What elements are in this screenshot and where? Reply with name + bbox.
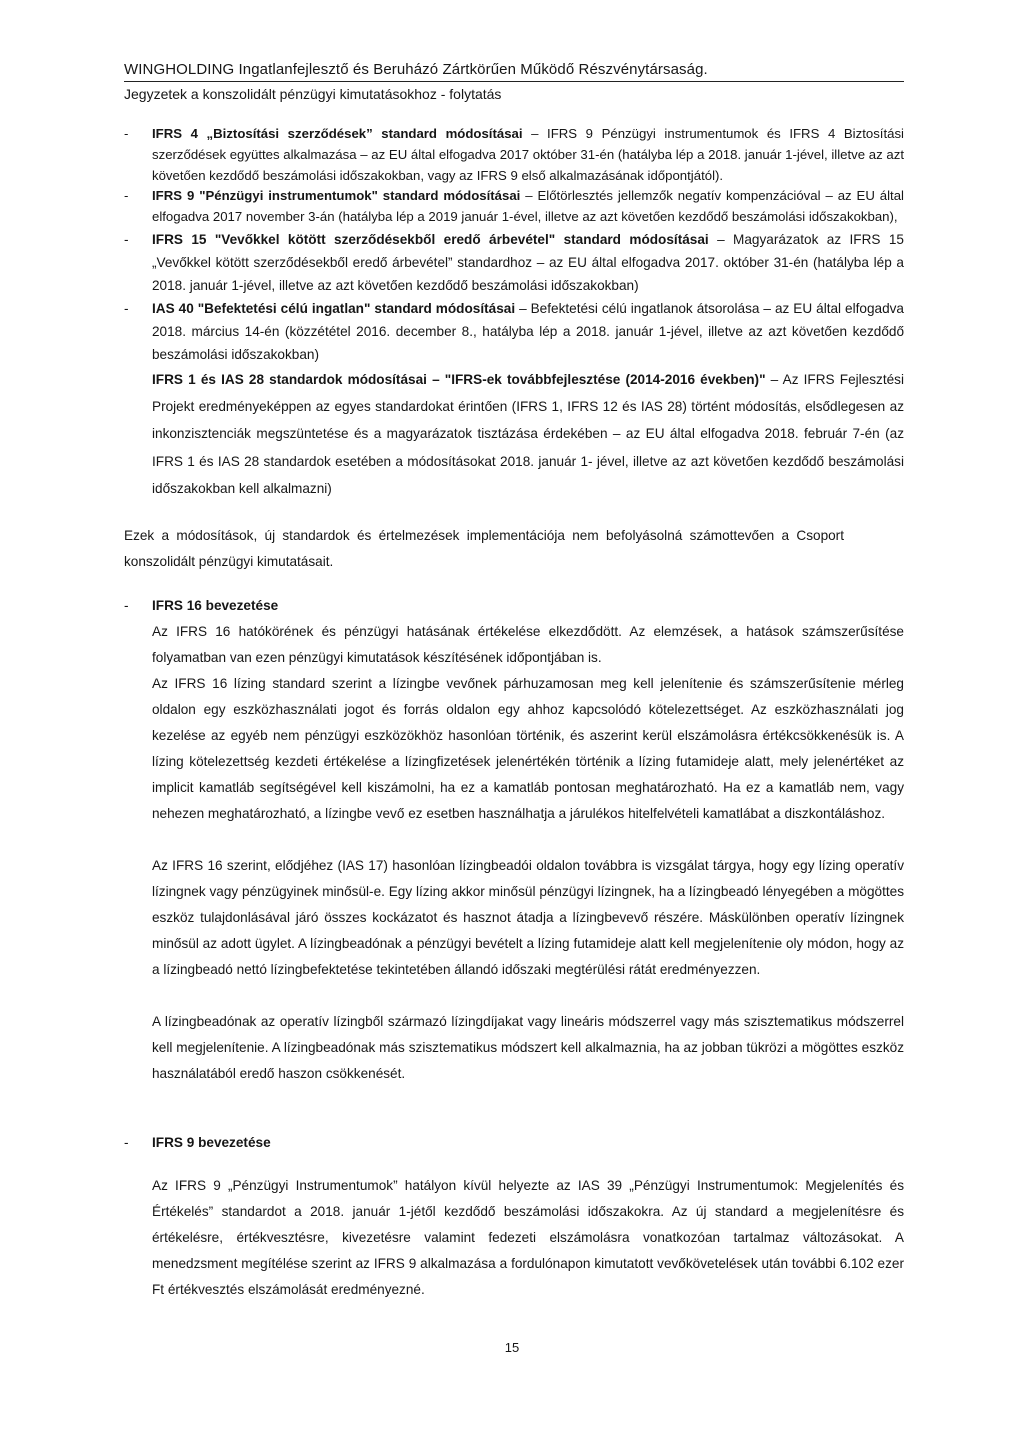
section-heading xyxy=(124,593,904,619)
item-heading: IFRS 4 „Biztosítási szerződések” standard módosításai xyxy=(152,126,523,141)
item-text: – IFRS 9 Pénzügyi instrumentumok és IFRS 4 Biztosítási szerződések együttes alkalmazása – az EU által elfogadva 2017 október 31-én (hatályba lép a 2018. január 1-jével, illetve az azt követően kezdődő beszámolási időszakokban, vagy az IFRS 9 első alkalmazásának időpontjától). xyxy=(152,126,904,183)
list-item xyxy=(124,228,904,297)
item-heading: IAS 40 "Befektetési célú ingatlan" standard módosításai xyxy=(152,300,516,316)
item-text: – Előtörlesztés jellemzők negatív kompenzációval – az EU által elfogadva 2017 november 3-án (hatályba lép a 2019 január 1-ével, illetve az azt követően kezdődő beszámolási időszakokban), xyxy=(152,188,904,225)
ifrs16-paragraph-3: Az IFRS 16 szerint, elődjéhez (IAS 17) hasonlóan lízingbeadói oldalon továbbra is vizsgálat tárgya, hogy egy lízing operatív lízingnek vagy pénzügyinek minősül-e. Egy lízing akkor minősül pénzügyi lízingnek, ha a lízingbeadó lényegében a mögöttes eszköz tulajdonlásával járó összes kockázatot és hasznot átadja a lízingbevevő részére. Máskülönben operatív lízingnek minősül az adott ügylet. A lízingbeadónak a pénzügyi bevételt a lízing futamideje alatt kell megjelenítenie oly módon, hogy az a lízingbeadó nettó lízingbefektetése tekintetében állandó időszaki megtérülési rátát eredményezzen. xyxy=(152,858,904,977)
ifrs16-paragraph-2: Az IFRS 16 lízing standard szerint a lízingbe vevőnek párhuzamosan meg kell jelenítenie és számszerűsítenie mérleg oldalon egy eszközhasználati jogot és forrás oldalon egy ahhoz kapcsolódó kötelezettséget. Az eszközhasználati jog kezelése az egyéb nem pénzügyi eszközökhöz hasonlóan történik, és aszerint kerül elszámolásra értékcsökkenésük is. A lízing kötelezettség kezdeti értékelése a lízingfizetések jelenértékén történik a lízing futamideje alatt, mely jelenértéket az implicit kamatláb segítségével kell kiszámolni, ha ez a kamatláb pontosan meghatározható. Ha ez a kamatláb nem, vagy nehezen meghatározható, a lízingbe vevő ez esetben használhatja a járulékos hitelfelvételi kamatlábat a diszkontáláshoz. xyxy=(152,676,904,821)
page-header xyxy=(124,60,904,104)
ifrs16-paragraph-4: A lízingbeadónak az operatív lízingből származó lízingdíjakat vagy lineáris módszerrel vagy más szisztematikus módszerrel kell megjelenítenie. A lízingbeadónak más szisztematikus módszert kell alkalmaznia, ha az jobban tükrözi a mögöttes eszköz használatából eredő haszon csökkenését. xyxy=(152,1014,904,1081)
document-body xyxy=(124,124,904,1303)
item-text: – Befektetési célú ingatlanok átsorolása – az EU által elfogadva 2018. március 14-én (közzététel 2016. december 8., hatályba lép a 2018. január 1-jével, illetve az azt követően kezdődő beszámolási időszakokban) xyxy=(152,300,904,362)
list-dash: - xyxy=(124,188,129,204)
list-item xyxy=(124,124,904,186)
list-dash: - xyxy=(124,598,129,613)
amendments-list xyxy=(124,124,904,228)
item-heading: IFRS 9 "Pénzügyi instrumentumok" standard módosításai xyxy=(152,188,521,204)
ifrs9-title: IFRS 9 bevezetése xyxy=(152,1135,271,1150)
amendments-list-continued xyxy=(124,228,904,502)
section-heading xyxy=(124,1130,904,1156)
list-item xyxy=(124,366,904,502)
list-dash: - xyxy=(124,1135,129,1150)
ifrs16-title: IFRS 16 bevezetése xyxy=(152,598,279,613)
list-dash: - xyxy=(124,126,129,141)
item-heading: IFRS 15 "Vevőkkel kötött szerződésekből eredő árbevétel" standard módosításai xyxy=(152,231,709,247)
page-number: 15 xyxy=(504,1340,520,1355)
ifrs9-paragraph-1: Az IFRS 9 „Pénzügyi Instrumentumok” hatályon kívül helyezte az IAS 39 „Pénzügyi Instrumentumok: Megjelenítés és Értékelés” standardot a 2018. január 1-jétől kezdődő beszámolási időszakokra. Az új standard a megjelenítésre és értékelésre, értékvesztésre, kivezetésre valamint fedezeti elszámolásra vonatkozóan tartalmaz változásokat. A menedzsment megítélése szerint az IFRS 9 alkalmazása a fordulónapon kimutatott vevőkövetelések után további 6.102 ezer Ft értékvesztés elszámolását eredményezné. xyxy=(152,1178,904,1297)
list-item xyxy=(124,186,904,228)
item-heading: IFRS 1 és IAS 28 standardok módosításai – "IFRS-ek továbbfejlesztése (2014-2016 években)" xyxy=(152,371,766,387)
conclusion-paragraph xyxy=(124,523,904,575)
list-dash: - xyxy=(124,300,129,316)
list-item xyxy=(124,297,904,366)
item-text: – Az IFRS Fejlesztési Projekt eredményeképpen az egyes standardokat érintően (IFRS 1, IFRS 12 és IAS 28) történt módosítás, elsődlegesen az inkonzisztenciák megszüntetése és a magyarázatok tisztázása érdekében – az EU által elfogadva 2018. február 7-én (az IFRS 1 és IAS 28 standardok esetében a módosításokat 2018. január 1- jével, illetve az azt követően kezdődő beszámolási időszakokban kell alkalmazni) xyxy=(152,371,904,496)
item-text: – Magyarázatok az IFRS 15 „Vevőkkel kötött szerződésekből eredő árbevétel” standardhoz – az EU által elfogadva 2017. október 31-én (hatályba lép a 2018. január 1-jével, illetve az azt követően kezdődő beszámolási időszakokban) xyxy=(152,231,904,293)
ifrs16-section xyxy=(124,593,904,1087)
ifrs9-section xyxy=(124,1130,904,1303)
company-name: WINGHOLDING Ingatlanfejlesztő és Beruházó Zártkörűen Működő Részvénytársaság. xyxy=(124,60,904,82)
conclusion-text: Ezek a módosítások, új standardok és értelmezések implementációja nem befolyásolná számottevően a Csoport konszolidált pénzügyi kimutatásait. xyxy=(124,528,844,569)
header-subtitle: Jegyzetek a konszolidált pénzügyi kimutatásokhoz - folytatás xyxy=(124,86,502,102)
list-dash: - xyxy=(124,231,129,247)
ifrs16-paragraph-1: Az IFRS 16 hatókörének és pénzügyi hatásának értékelése elkezdődött. Az elemzések, a hatások számszerűsítése folyamatban van ezen pénzügyi kimutatások készítésének időpontjában is. xyxy=(152,624,904,665)
